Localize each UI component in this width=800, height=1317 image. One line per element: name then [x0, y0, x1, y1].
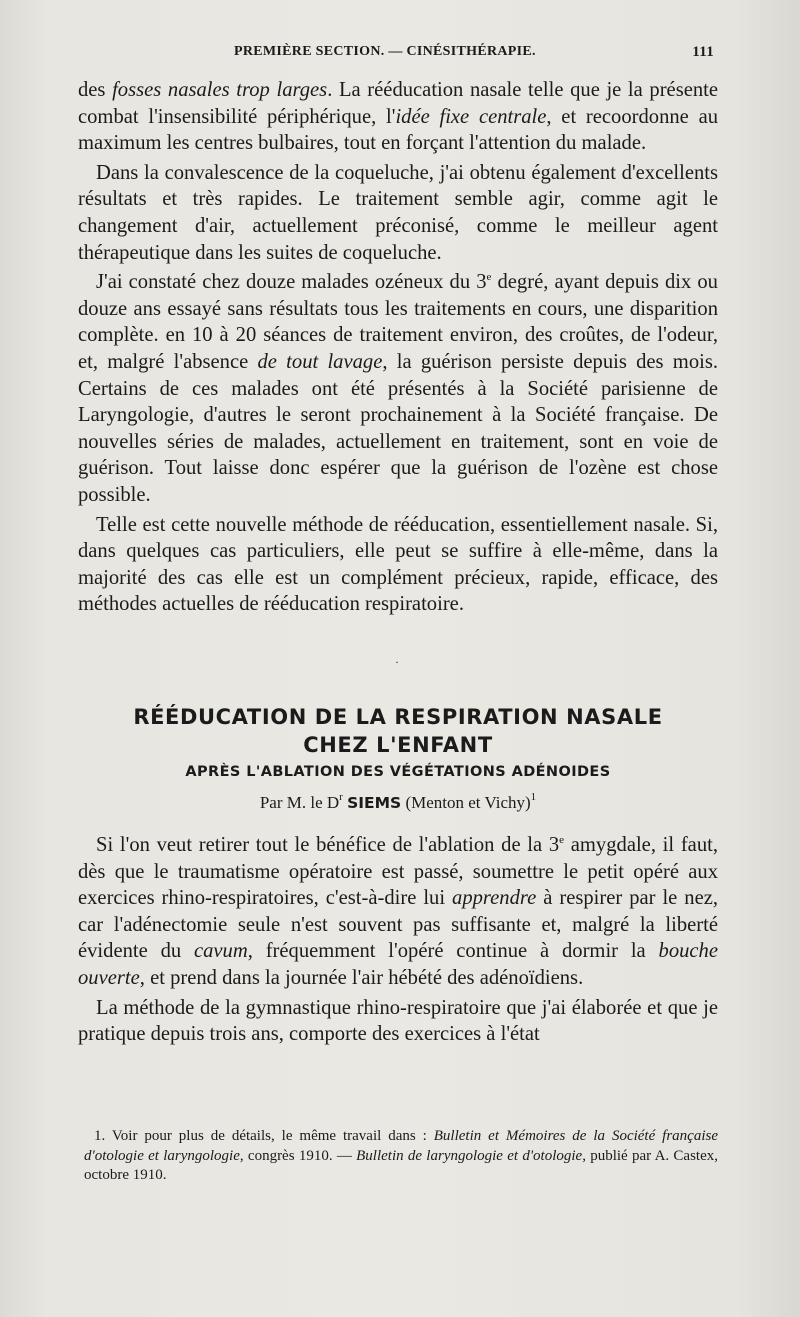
running-head: PREMIÈRE SECTION. — CINÉSITHÉRAPIE.: [234, 44, 536, 59]
section-divider: ·: [395, 655, 399, 669]
article-subtitle: APRÈS L'ABLATION DES VÉGÉTATIONS ADÉNOIDES: [185, 764, 611, 780]
article-title-line-2: CHEZ L'ENFANT: [303, 733, 493, 757]
paragraph: J'ai constaté chez douze malades ozéneux du 3e degré, ayant depuis dix ou douze ans essayé sans résultats tous les traitements en cours, une disparition complète. en 10 à 20 séances de traitement environ, des croûtes, de l'odeur, et, malgré l'absence de tout lavage, la guérison persiste depuis des mois. Certains de ces malades ont été présentés à la Société parisienne de Laryngologie, d'autres le seront prochainement à la Société française. De nouvelles séries de malades, actuellement en traitement, sont en voie de guérison. Tout laisse donc espérer que la guérison de l'ozène est chose possible.: [78, 271, 719, 506]
italic-text: fosses nasales trop larges: [112, 79, 328, 101]
article-byline: Par M. le $D^r$ SIEMS (Menton et Vichy)$^1$: [259, 791, 537, 812]
author-name: SIEMS: [347, 794, 402, 812]
italic-text: bouche ouverte: [78, 940, 718, 989]
page-header: [84, 44, 714, 68]
italic-text: Bulletin et Mémoires de la Société française d'otologie et laryngologie: [84, 1128, 719, 1164]
italic-text: idée fixe centrale: [395, 105, 547, 128]
italic-text: Bulletin de laryngologie et d'otologie: [356, 1147, 583, 1164]
italic-text: apprendre: [452, 887, 537, 910]
previous-article-text: [78, 77, 718, 618]
footnote: 1. Voir pour plus de détails, le même travail dans : Bulletin et Mémoires de la Société française d'otologie et laryngologie, congrès 1910. — Bulletin de laryngologie et d'otologie, publié par A. Castex, octobre 1910.: [84, 1128, 719, 1183]
footnote-marker: 1: [530, 791, 537, 803]
italic-text: cavum: [193, 940, 248, 963]
italic-text: de tout lavage: [257, 350, 383, 373]
paragraph: Si l'on veut retirer tout le bénéfice de l'ablation de la 3e amygdale, il faut, dès que le traumatisme opératoire est passé, soumettre le petit opéré aux exercices rhino-respiratoires, c'est-à-dire lui apprendre à respirer par le nez, car l'adénectomie seule n'est souvent pas suffisante et, malgré la liberté évidente du cavum, fréquemment l'opéré continue à dormir la bouche ouverte, et prend dans la journée l'air hébété des adénoïdiens.: [78, 834, 718, 989]
article-title-line-1: RÉÉDUCATION DE LA RESPIRATION NASALE: [133, 705, 663, 729]
page-number: 111: [692, 44, 714, 60]
article-body: [78, 832, 718, 1048]
paragraph: La méthode de la gymnastique rhino-respiratoire que j'ai élaborée et que je pratique depuis trois ans, comporte des exercices à l'état: [78, 996, 718, 1046]
footnote-number: 1.: [94, 1128, 106, 1144]
paragraph: Telle est cette nouvelle méthode de rééducation, essentiellement nasale. Si, dans quelques cas particuliers, elle peut se suffire à elle-même, dans la majorité des cas elle est un complément précieux, rapide, efficace, des méthodes actuelles de rééducation respiratoire.: [78, 513, 718, 616]
paragraph: Dans la convalescence de la coqueluche, j'ai obtenu également d'excellents résultats et très rapides. Le traitement semble agir, comme agit le changement d'air, actuellement préconisé, comme le meilleur agent thérapeutique dans les suites de coqueluche.: [78, 161, 718, 264]
paragraph: des fosses nasales trop larges. La rééducation nasale telle que je la présente combat l'insensibilité périphérique, l'idée fixe centrale, et recoordonne au maximum les centres bulbaires, tout en forçant l'attention du malade.: [78, 79, 719, 155]
